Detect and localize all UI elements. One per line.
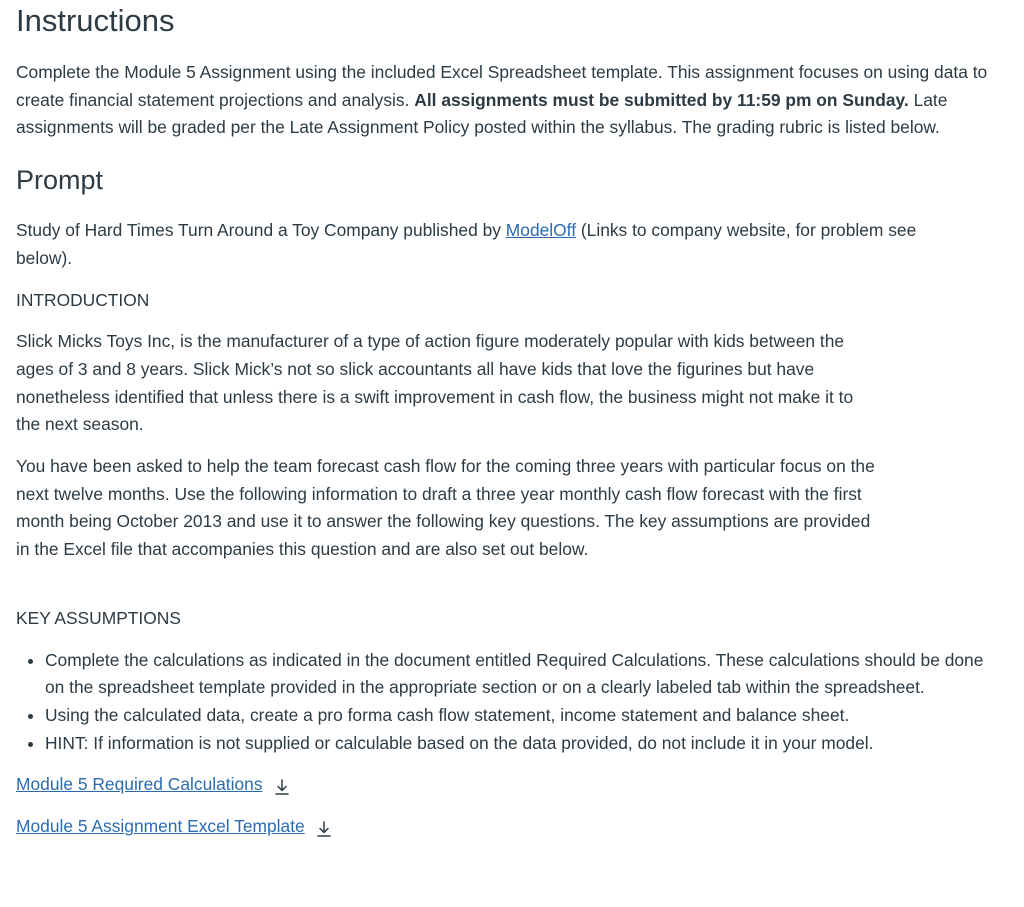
required-calculations-link[interactable]: Module 5 Required Calculations	[16, 774, 263, 795]
assignment-content	[16, 0, 1006, 840]
download-icon[interactable]	[273, 778, 291, 796]
list-item: • Using the calculated data, create a pro forma cash flow statement, income statement and balance sheet.	[45, 702, 995, 730]
prompt-heading: Prompt	[16, 165, 104, 196]
study-paragraph	[16, 217, 976, 272]
key-assumptions-list	[16, 647, 995, 758]
study-text-start: Study of Hard Times Turn Around a Toy Company published by	[16, 220, 506, 241]
key-assumptions-label: KEY ASSUMPTIONS	[16, 607, 181, 628]
instructions-text-end: Late assignments will be graded per the Late Assignment Policy posted within the syllabus. The grading rubric is listed below.	[16, 89, 948, 138]
deadline-notice: All assignments must be submitted by 11:59 pm on Sunday.	[414, 89, 909, 110]
list-item: • Complete the calculations as indicated in the document entitled Required Calculations. These calculations should be done on the spreadsheet template provided in the appropriate section or on a clearly labeled tab within the spreadsheet.	[45, 647, 995, 702]
instructions-text-start: Complete the Module 5 Assignment using the included Excel Spreadsheet template. This assignment focuses on using data to create financial statement projections and analysis.	[16, 62, 988, 110]
forecast-task-paragraph: You have been asked to help the team forecast cash flow for the coming three years with particular focus on the next twelve months. Use the following information to draft a three year monthly cash flow forecast with the first month being October 2013 and use it to answer the following key questions. The key assumptions are provided in the Excel file that accompanies this question and are also set out below.	[16, 456, 875, 560]
introduction-label: INTRODUCTION	[16, 289, 150, 310]
file-attachment-required-calculations	[16, 771, 1006, 798]
modeloff-link[interactable]: ModelOff	[505, 220, 577, 241]
file-attachment-excel-template	[16, 813, 1006, 840]
list-item: • HINT: If information is not supplied or calculable based on the data provided, do not include it in your model.	[45, 730, 995, 758]
instructions-heading: Instructions	[16, 3, 175, 38]
company-description-paragraph: Slick Micks Toys Inc, is the manufacturer of a type of action figure moderately popular with kids between the ages of 3 and 8 years. Slick Mick’s not so slick accountants all have kids that love the figurines but have nonetheless identified that unless there is a swift improvement in cash flow, the business might not make it to the next season.	[16, 331, 854, 435]
download-icon[interactable]	[315, 820, 333, 838]
excel-template-link[interactable]: Module 5 Assignment Excel Template	[16, 816, 305, 837]
instructions-paragraph	[16, 59, 991, 142]
study-text-end: (Links to company website, for problem see below).	[16, 220, 917, 268]
